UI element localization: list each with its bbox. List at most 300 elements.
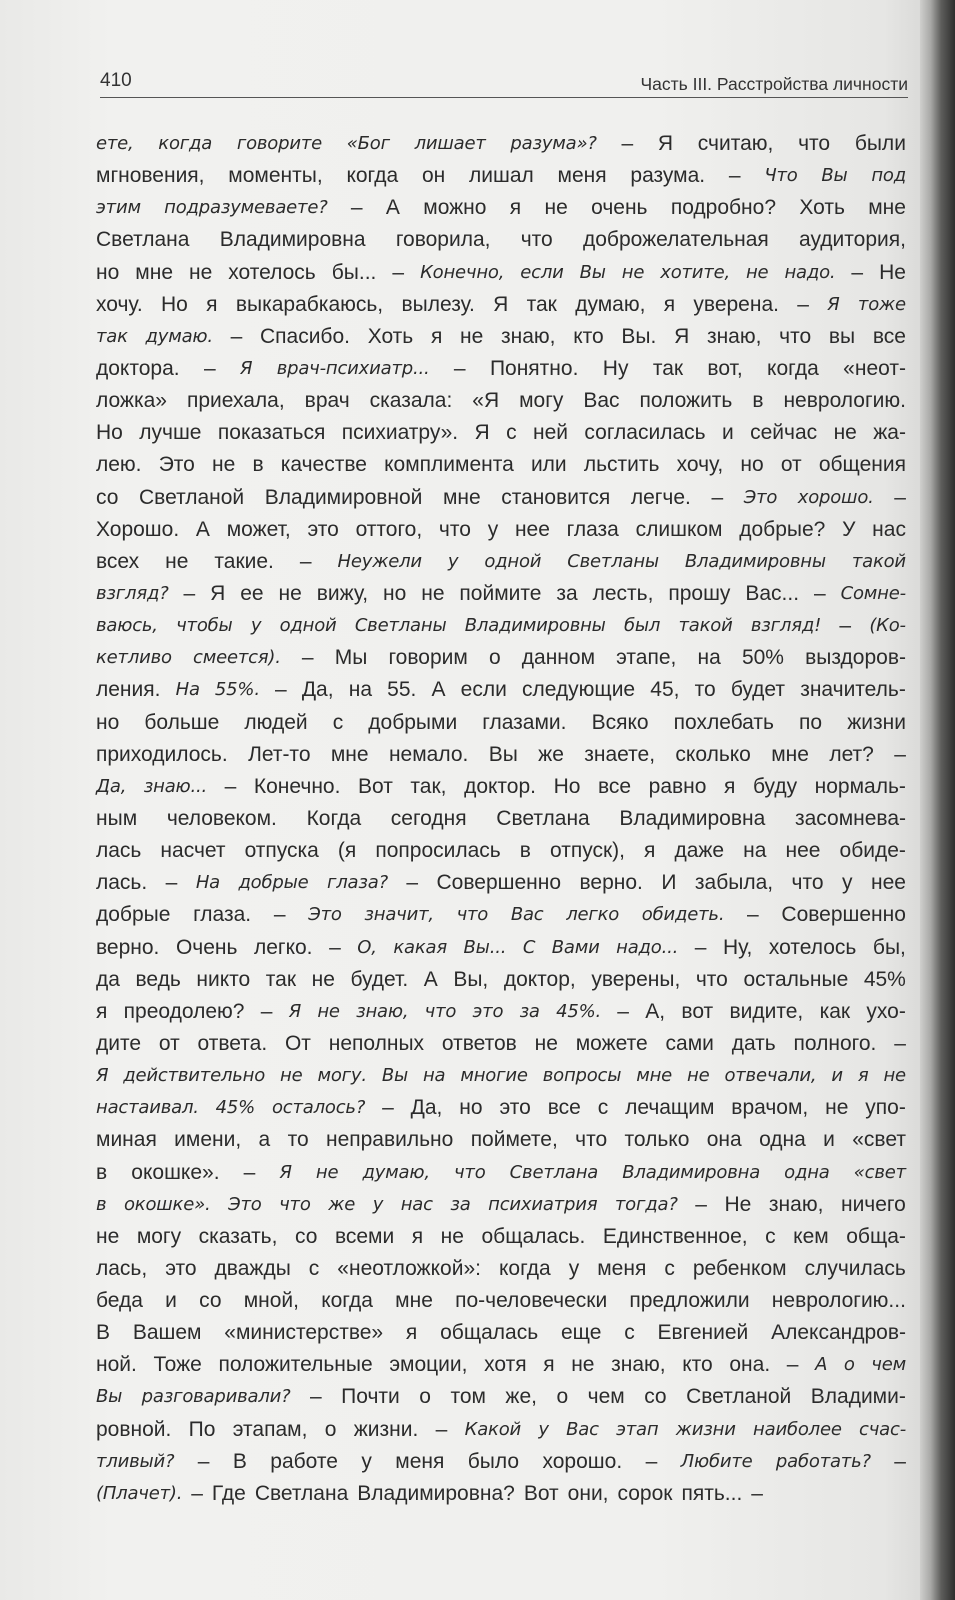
word: мне: [135, 260, 173, 284]
word: упо-: [865, 1096, 906, 1120]
word: похлебать: [673, 710, 774, 734]
word: Не: [724, 1192, 752, 1216]
word: Владимировной: [264, 485, 423, 509]
italic-word: под: [871, 165, 906, 187]
word: Хоть: [799, 196, 845, 220]
word: не: [534, 1031, 558, 1055]
page-number: 410: [100, 70, 132, 91]
word: глазами.: [482, 710, 567, 734]
italic-word: смеется).: [193, 647, 281, 669]
word: сами: [665, 1031, 714, 1055]
text-line: [96, 610, 906, 642]
italic-word: о: [843, 1354, 855, 1376]
header-rule: [100, 97, 908, 98]
word: сорок: [617, 1481, 673, 1505]
italic-word: глаза?: [326, 872, 388, 894]
word: приходилось.: [96, 742, 228, 766]
word: добрыми: [368, 710, 458, 734]
word: подробно?: [670, 196, 777, 220]
word: мне: [771, 742, 809, 766]
word: Владимировна: [619, 806, 766, 830]
word: не: [825, 1096, 849, 1120]
italic-word: могу.: [317, 1065, 367, 1087]
text-line: [96, 1253, 906, 1285]
word: это: [307, 517, 339, 541]
word: Спасибо.: [259, 324, 350, 348]
word: нее: [514, 517, 550, 541]
italic-word: знаю...: [143, 775, 208, 797]
word: неправильно: [325, 1128, 454, 1152]
word: общалась.: [481, 1224, 586, 1248]
italic-word: легко: [566, 904, 620, 926]
word: что: [779, 324, 812, 348]
italic-word: взгляд!: [750, 615, 822, 637]
italic-word: Вы: [381, 1065, 409, 1087]
italic-word: Конечно,: [420, 261, 505, 283]
italic-word: такой: [678, 615, 733, 637]
word: –: [392, 260, 405, 284]
text-line: [96, 224, 906, 256]
word: она: [706, 1128, 742, 1152]
word: все: [547, 1096, 581, 1120]
text-line: [96, 1157, 906, 1189]
word: знаю,: [501, 324, 556, 348]
word: это: [165, 1256, 197, 1280]
text-line: [96, 353, 906, 385]
text-line: [96, 289, 906, 321]
word: У: [842, 517, 856, 541]
word: Вот: [523, 1481, 559, 1505]
word: –: [695, 1192, 707, 1216]
word: глаза: [566, 517, 619, 541]
word: я: [96, 999, 108, 1023]
word: лучше: [139, 421, 202, 445]
body-text: [96, 128, 906, 1510]
text-line: [96, 546, 906, 578]
word: только: [624, 1128, 690, 1152]
word: у: [361, 1449, 372, 1473]
word: Мы: [334, 646, 368, 670]
word: не: [278, 581, 302, 605]
word: с: [332, 710, 344, 734]
word: Светланой: [686, 1385, 792, 1409]
italic-word: тогда?: [614, 1193, 678, 1215]
word: эмоции,: [389, 1353, 468, 1377]
text-line: [96, 932, 906, 964]
word: можно: [423, 196, 487, 220]
word: по: [799, 710, 823, 734]
word: о: [488, 646, 501, 670]
word: Но: [96, 421, 123, 445]
text-line: [96, 482, 906, 514]
word: –: [617, 999, 629, 1023]
italic-word: Да,: [96, 775, 127, 797]
word: оттого,: [355, 517, 423, 541]
word: полного.: [793, 1031, 877, 1055]
word: ложка»: [96, 389, 167, 413]
word: поймите: [459, 581, 542, 605]
word: –: [224, 774, 237, 798]
italic-word: «свет: [853, 1161, 906, 1183]
italic-word: Это: [308, 904, 342, 926]
word: комплимента: [384, 453, 514, 477]
italic-word: не: [687, 1065, 710, 1087]
word: аудитория,: [799, 228, 906, 252]
word: сейчас: [750, 421, 818, 445]
word: о: [324, 1417, 337, 1441]
italic-word: ете,: [96, 133, 134, 154]
word: все: [872, 324, 906, 348]
word: Владимировна: [219, 228, 366, 252]
word: не: [460, 324, 484, 348]
italic-word: многие: [460, 1065, 528, 1087]
text-line: [96, 1478, 906, 1510]
italic-word: не: [315, 1161, 339, 1183]
italic-word: у: [250, 615, 262, 637]
word: остальные: [743, 967, 849, 991]
word: сказала:: [369, 389, 453, 413]
word: меня: [557, 164, 607, 188]
italic-word: отвечали,: [724, 1065, 817, 1087]
word: –: [329, 935, 341, 959]
word: хочу,: [676, 453, 724, 477]
word: Александров-: [771, 1321, 906, 1345]
word: общалась: [440, 1321, 539, 1345]
word: это: [499, 1096, 531, 1120]
italic-word: что: [424, 1000, 457, 1022]
word: Да,: [301, 678, 334, 702]
word: Евгенией: [657, 1321, 749, 1345]
word: лась,: [96, 1256, 148, 1280]
word: Но: [160, 292, 188, 316]
italic-word: (Плачет).: [96, 1482, 183, 1504]
text-line: [96, 771, 906, 803]
word: знаю,: [611, 1353, 666, 1377]
italic-word: Светланы: [567, 550, 659, 572]
italic-word: не: [280, 1065, 303, 1087]
word: Лет-то: [248, 742, 311, 766]
italic-word: у: [447, 550, 459, 572]
italic-word: О,: [357, 936, 377, 958]
word: а: [258, 1128, 271, 1152]
text-line: [96, 578, 906, 610]
italic-word: знаю,: [356, 1000, 409, 1022]
word: верно.: [579, 871, 643, 895]
word: когда: [767, 356, 819, 380]
italic-word: такой: [851, 550, 906, 572]
word: кто: [682, 1353, 713, 1377]
word: –: [645, 1449, 658, 1473]
word: –: [435, 1417, 448, 1441]
word: если: [460, 678, 507, 702]
italic-word: Я: [288, 1000, 302, 1022]
italic-word: у: [538, 1418, 549, 1440]
italic-word: психиатрия: [488, 1193, 598, 1215]
italic-word: Я: [96, 1065, 109, 1087]
word: человеком.: [166, 806, 277, 830]
italic-word: А: [815, 1354, 828, 1376]
text-line: [96, 739, 906, 771]
italic-word: что: [279, 1193, 311, 1215]
word: о: [556, 1385, 569, 1409]
italic-word: Вы: [821, 165, 848, 187]
italic-word: что: [456, 904, 489, 926]
word: дите: [96, 1031, 142, 1055]
italic-word: «Бог: [346, 133, 390, 154]
italic-word: 45%: [215, 1097, 256, 1119]
word: согласилась: [584, 421, 706, 445]
text-line: [96, 192, 906, 224]
word: по-человечески: [455, 1289, 608, 1313]
word: ухо-: [866, 999, 906, 1023]
word: на: [348, 678, 372, 702]
word: –: [711, 485, 724, 509]
word: отпуска: [244, 839, 319, 863]
word: забыла,: [694, 871, 774, 895]
word: вылезу.: [401, 292, 475, 316]
word: он: [421, 164, 446, 188]
word: –: [183, 581, 196, 605]
word: у: [842, 871, 853, 895]
word: равно: [648, 774, 707, 798]
word: Вас...: [745, 581, 800, 605]
word: лась: [96, 839, 142, 863]
italic-word: Какой: [464, 1418, 522, 1440]
word: А: [195, 517, 210, 541]
word: «свет: [852, 1128, 906, 1152]
word: Я: [493, 292, 509, 316]
word: 55.: [387, 678, 417, 702]
word: в: [519, 839, 531, 863]
text-line: [96, 835, 906, 867]
page-header: [100, 66, 908, 96]
italic-word: взгляд?: [96, 582, 169, 604]
word: с: [624, 1321, 635, 1345]
word: что: [438, 517, 471, 541]
word: она.: [729, 1353, 771, 1377]
word: От: [284, 1031, 311, 1055]
word: показаться: [217, 421, 326, 445]
word: уверены,: [591, 967, 681, 991]
italic-word: думаю.: [145, 325, 213, 347]
word: В: [96, 1321, 111, 1345]
word: не: [571, 1353, 595, 1377]
italic-word: С: [522, 936, 536, 958]
word: ления.: [96, 678, 161, 702]
word: такие.: [214, 549, 274, 573]
word: Я: [674, 324, 690, 348]
italic-word: тливый?: [96, 1450, 175, 1472]
word: ответа.: [197, 1031, 268, 1055]
word: Вы,: [453, 967, 489, 991]
word: думаю,: [575, 292, 646, 316]
word: –: [894, 1449, 906, 1473]
italic-word: тоже: [857, 293, 906, 315]
word: этапам,: [232, 1417, 308, 1441]
italic-word: обидеть.: [641, 904, 725, 926]
word: положительные: [218, 1353, 373, 1377]
word: Я: [657, 132, 674, 155]
word: вот,: [707, 356, 743, 380]
word: прошу: [668, 581, 731, 605]
word: можете: [575, 1031, 648, 1055]
word: не: [440, 1224, 464, 1248]
word: Светлана: [254, 1481, 349, 1505]
italic-word: Вы...: [463, 936, 507, 958]
word: выкарабкаюсь,: [235, 292, 384, 316]
italic-word: 55%.: [214, 679, 260, 701]
word: Вы.: [621, 324, 657, 348]
word: не: [421, 581, 445, 605]
word: со: [644, 1385, 667, 1409]
italic-word: Я: [827, 293, 840, 315]
word: доброжелательная: [583, 228, 769, 252]
text-line: [96, 257, 906, 289]
word: преодолею?: [123, 999, 245, 1023]
word: Вы: [488, 742, 518, 766]
word: и: [721, 421, 734, 445]
word: жизни.: [353, 1417, 419, 1441]
word: –: [301, 646, 314, 670]
word: –: [747, 903, 759, 927]
italic-word: хотите,: [660, 261, 730, 283]
italic-word: на: [422, 1065, 446, 1087]
italic-word: Вас: [510, 904, 544, 926]
italic-word: Вас: [566, 1418, 599, 1440]
word: то: [694, 678, 716, 702]
word: случилась: [804, 1256, 906, 1280]
word: чем: [587, 1385, 625, 1409]
italic-word: это: [472, 1000, 504, 1022]
word: врачом,: [731, 1096, 809, 1120]
word: у: [568, 1256, 580, 1280]
word: ровной.: [96, 1417, 172, 1441]
word: с: [308, 1256, 320, 1280]
word: мне: [395, 1289, 433, 1313]
word: же,: [505, 1385, 537, 1409]
word: –: [310, 1385, 322, 1409]
word: засомнева-: [794, 806, 906, 830]
word: были: [854, 132, 906, 155]
text-line: [96, 514, 906, 546]
word: Очень: [175, 935, 238, 959]
word: Конечно.: [253, 774, 341, 798]
word: но: [96, 260, 120, 284]
word: лесть,: [592, 581, 654, 605]
word: верно.: [96, 935, 160, 959]
word: имени,: [174, 1128, 242, 1152]
word: когда: [346, 164, 399, 188]
word: хотелось: [768, 935, 857, 959]
word: –: [165, 871, 178, 895]
word: ней: [533, 421, 569, 445]
italic-word: осталось?: [271, 1097, 366, 1119]
word: –: [191, 1481, 203, 1505]
italic-word: Светлана: [509, 1161, 599, 1183]
word: что: [695, 967, 728, 991]
word: (я: [337, 839, 357, 863]
word: Когда: [306, 806, 362, 830]
word: лечащим: [625, 1096, 715, 1120]
italic-word: так: [96, 325, 128, 347]
word: том: [450, 1385, 486, 1409]
word: моменты,: [228, 164, 323, 188]
text-line: [96, 996, 906, 1028]
word: неполных: [328, 1031, 425, 1055]
word: –: [382, 1096, 394, 1120]
word: –: [197, 1449, 210, 1473]
word: с: [664, 1256, 675, 1280]
word: так: [526, 292, 557, 316]
text-line: [96, 128, 906, 160]
word: Но: [553, 774, 581, 798]
word: уверена.: [693, 292, 779, 316]
word: Вот: [358, 774, 393, 798]
word: кто: [573, 324, 604, 348]
word: Хорошо.: [96, 517, 180, 541]
text-line: [96, 1189, 906, 1221]
word: доктор,: [503, 967, 576, 991]
word: было: [467, 1449, 520, 1473]
word: 50%: [741, 646, 784, 670]
word: могу: [519, 389, 564, 413]
word: и: [823, 1128, 835, 1152]
word: «министерстве»: [224, 1321, 384, 1345]
word: я: [206, 292, 218, 316]
italic-word: Владимировны: [464, 615, 606, 637]
word: А: [431, 678, 446, 702]
word: вот: [681, 999, 714, 1023]
italic-word: разговаривали?: [141, 1386, 291, 1408]
text-line: [96, 1349, 906, 1381]
word: Я: [474, 421, 490, 445]
text-line: [96, 1381, 906, 1413]
word: знаю,: [706, 324, 762, 348]
word: качестве: [280, 453, 367, 477]
word: же: [538, 742, 564, 766]
word: добрые?: [739, 517, 826, 541]
word: сегодня: [390, 806, 467, 830]
word: доктора.: [96, 356, 180, 380]
italic-word: лишает: [414, 133, 486, 154]
word: отпуск),: [549, 839, 625, 863]
word: Ну,: [722, 935, 753, 959]
word: хочу.: [96, 292, 143, 316]
word: беда: [96, 1289, 143, 1313]
word: –: [786, 1353, 799, 1377]
word: пять...: [681, 1481, 743, 1505]
word: всех: [96, 549, 140, 573]
word: этапе,: [616, 646, 677, 670]
word: –: [728, 164, 741, 188]
italic-word: не: [317, 1000, 340, 1022]
word: видите,: [729, 999, 804, 1023]
word: в: [96, 1160, 108, 1184]
italic-word: Светланы: [354, 615, 447, 637]
word: лась.: [96, 871, 148, 895]
word: о: [419, 1385, 431, 1409]
text-line: [96, 803, 906, 835]
word: вы: [828, 324, 856, 348]
word: Владимировна?: [357, 1481, 515, 1505]
word: добрые: [96, 903, 171, 927]
word: предложили: [629, 1289, 750, 1313]
italic-word: чем: [871, 1354, 906, 1376]
word: бы,: [872, 935, 906, 959]
word: Понятно.: [489, 356, 579, 380]
word: работе: [270, 1449, 338, 1473]
word: значитель-: [800, 678, 906, 702]
